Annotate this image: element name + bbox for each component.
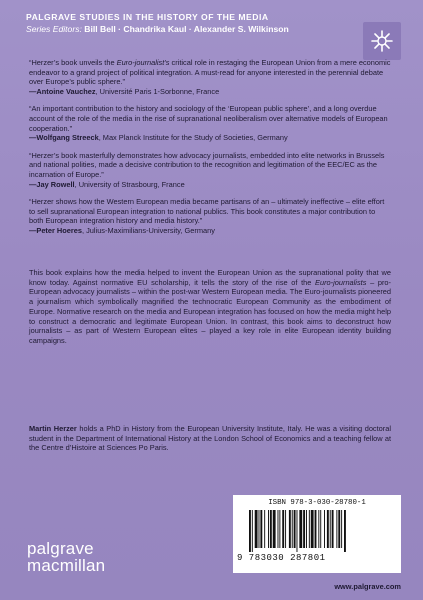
author-bio: [29, 424, 391, 453]
quote-affiliation: , Max Planck Institute for the Study of Societies, Germany: [98, 133, 288, 143]
quote-attribution: [29, 180, 391, 190]
barcode-bar: [320, 510, 321, 548]
barcode-bar: [318, 510, 319, 548]
barcode-bar: [315, 510, 317, 548]
barcode-digits: 9 783030 287801: [237, 553, 326, 563]
series-title: PALGRAVE STUDIES IN THE HISTORY OF THE MEDIA: [26, 12, 269, 22]
barcode-bar: [255, 510, 258, 548]
barcode-bar: [338, 510, 340, 548]
barcode-bar: [252, 510, 253, 552]
barcode-icon: [245, 510, 391, 552]
description-text-cont: – pro-European advocacy journalists – within the post-war Western European media. The Euro-journalists pioneered a journalism which symbolically magnified the technocratic European Community as the embodiment of Europe. Normative research on the media and European integration has focused on how the media might help to construct a democratic and legitimate European Union. In contrast, this book aims to deconstruct how journalists – as part of Western European elites – played a key role in elite European identity building campaigns.: [29, 277, 391, 345]
publisher-logo: [27, 540, 105, 574]
barcode-bar: [249, 510, 251, 552]
endorsement-quote: [29, 58, 391, 96]
barcode-bar: [268, 510, 269, 548]
barcode-bar: [294, 510, 296, 548]
quote-emphasis: Euro-journalist’s: [116, 58, 170, 67]
quote-attribution: [29, 87, 391, 97]
barcode-bar: [264, 510, 265, 548]
barcode-bar: [324, 510, 325, 548]
endorsement-quote: [29, 151, 391, 189]
barcode-bar: [341, 510, 342, 548]
quote-affiliation: , Julius-Maximilians-University, Germany: [82, 225, 215, 235]
publisher-name-line2: macmillan: [27, 556, 106, 575]
quote-author: —Antoine Vauchez: [29, 86, 96, 96]
barcode-bar: [273, 510, 276, 548]
quote-affiliation: , University of Strasbourg, France: [74, 179, 185, 189]
barcode-bar: [278, 510, 279, 548]
barcode-bar: [344, 510, 346, 552]
quote-affiliation: , Université Paris 1-Sorbonne, France: [95, 86, 220, 96]
endorsements: [29, 58, 391, 244]
quote-text: “Herzer shows how the Western European media became partisans of an – ultimately ineffective – elite effort to sell supranational European integration to national publics. This book constitutes a major contribution to both European integration history and media history.”: [29, 197, 385, 226]
barcode-bar: [260, 510, 262, 548]
barcode-bar: [297, 510, 298, 552]
isbn-label: ISBN 978-3-030-28780-1: [268, 499, 366, 507]
endorsement-quote: [29, 197, 391, 235]
quote-attribution: [29, 133, 391, 143]
barcode-bar: [303, 510, 305, 548]
quote-text: “An important contribution to the history and sociology of the ‘European public sphere’, and a long overdue account of the role of the media in the rise of supranational neoliberalism over alternative models of European cooperation.”: [29, 104, 388, 133]
author-bio-text: holds a PhD in History from the European University Institute, Italy. He was a visiting doctoral student in the Department of International History at the London School of Economics and a teaching fellow at the Centre d’Histoire at Sciences Po Paris.: [29, 424, 392, 453]
barcode-bar: [282, 510, 284, 548]
barcode-bar: [292, 510, 293, 548]
barcode-bar: [336, 510, 337, 548]
barcode-bar: [309, 510, 310, 548]
barcode-bar: [259, 510, 260, 548]
barcode-bar: [332, 510, 334, 548]
barcode-bar: [306, 510, 307, 548]
barcode-bar: [330, 510, 331, 548]
book-description: [29, 268, 391, 346]
quote-text: “Herzer’s book masterfully demonstrates how advocacy journalists, embedded into elite networks in Brussels and national polities, made a decisive contribution to the recognition and legitimation of the EEC/EC as the incarnation of Europe.”: [29, 150, 385, 179]
palgrave-star-icon: [370, 29, 394, 53]
barcode-bar: [289, 510, 291, 548]
barcode-bar: [279, 510, 280, 548]
publisher-url-row: [0, 582, 401, 591]
author-name: Martin Herzer: [29, 424, 77, 433]
series-logo: [363, 22, 401, 60]
series-editors: [26, 24, 289, 34]
barcode-bar: [285, 510, 286, 548]
endorsement-quote: [29, 104, 391, 142]
barcode-bar: [270, 510, 272, 548]
quote-text: “Herzer’s book unveils the: [29, 58, 117, 67]
description-emphasis: Euro-journalists: [315, 277, 367, 287]
publisher-url[interactable]: www.palgrave.com: [334, 582, 401, 591]
barcode-panel: [233, 495, 401, 573]
quote-text-cont: critical role in restaging the European Union from a mere economic endeavor to a grand project of political integration. A must-read for anyone interested in the perennial debate over Europe’s public sphere.”: [29, 58, 391, 87]
description-text: This book explains how the media helped to invent the European Union as the supranational polity that we know today. Against normative EU scholarship, it tells the story of the rise of the: [29, 268, 391, 287]
publisher-name-line1: palgrave: [27, 539, 94, 558]
quote-author: —Wolfgang Streeck: [29, 133, 99, 143]
barcode-bar: [327, 510, 329, 548]
quote-attribution: [29, 226, 391, 236]
series-editors-label: Series Editors:: [26, 24, 82, 34]
barcode-bar: [311, 510, 314, 548]
series-editors-names: Bill Bell · Chandrika Kaul · Alexander S. Wilkinson: [84, 24, 289, 34]
quote-author: —Peter Hoeres: [29, 225, 82, 235]
quote-author: —Jay Rowell: [29, 179, 75, 189]
barcode-bar: [299, 510, 302, 548]
